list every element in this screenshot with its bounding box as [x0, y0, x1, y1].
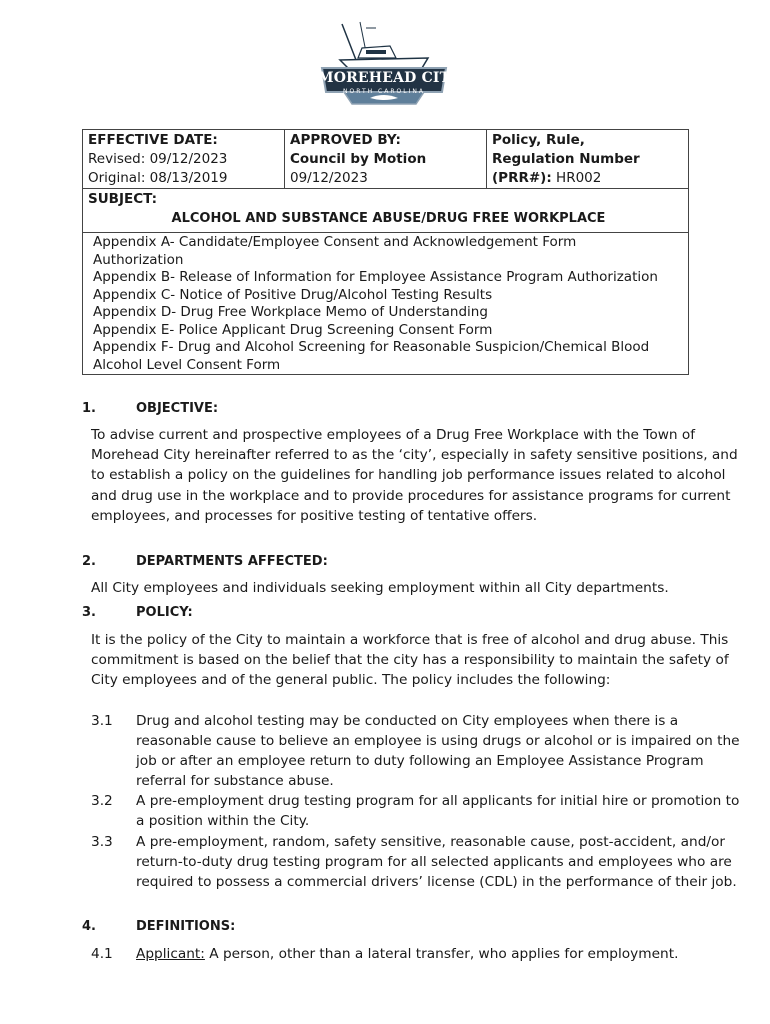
section-number: 2.	[82, 554, 96, 569]
item-line: return-to-duty drug testing program for all selected applicants and employees who are	[136, 854, 732, 870]
item-text	[136, 791, 739, 831]
policy-label-2: Regulation Number	[492, 151, 640, 167]
item-line: A pre-employment drug testing program for all applicants for initial hire or promotion to	[136, 793, 740, 809]
appendix-line: Appendix D- Drug Free Workplace Memo of Understanding	[93, 304, 488, 320]
original-date: Original: 08/13/2019	[88, 170, 228, 186]
paragraph-line: to establish a policy on the guidelines for handling job performance issues related to alcohol	[91, 467, 726, 484]
definition-text: A person, other than a lateral transfer, who applies for employment.	[204, 946, 679, 962]
policy-paragraph	[91, 630, 731, 691]
item-line: job or after an employee return to duty following an Employee Assistance Program	[136, 753, 704, 769]
item-number: 3.1	[91, 713, 113, 729]
section-heading	[82, 401, 218, 416]
item-number: 3.3	[91, 834, 113, 850]
item-line: A pre-employment, random, safety sensitive, reasonable cause, post-accident, and/or	[136, 834, 725, 850]
paragraph-line: and drug use in the workplace and to provide procedures for assistance programs for current	[91, 487, 731, 504]
paragraph-line: It is the policy of the City to maintain a workforce that is free of alcohol and drug abuse. This	[91, 632, 729, 648]
policy-number-cell	[487, 130, 688, 188]
effective-date-cell	[83, 130, 285, 188]
paragraph-line: All City employees and individuals seeking employment within all City departments.	[91, 580, 669, 596]
appendix-line: Appendix A- Candidate/Employee Consent and Acknowledgement Form	[93, 234, 577, 250]
approved-by-label: APPROVED BY:	[290, 132, 401, 148]
approved-by-value: Council by Motion	[290, 151, 427, 167]
policy-number: HR002	[556, 170, 602, 186]
item-line: required to possess a commercial drivers’ license (CDL) in the performance of their job.	[136, 874, 737, 890]
appendix-line: Appendix E- Police Applicant Drug Screening Consent Form	[93, 321, 493, 338]
approved-by-cell	[285, 130, 487, 188]
departments-paragraph	[91, 578, 731, 598]
logo-subtitle: NORTH CAROLINA	[343, 88, 425, 95]
policy-label-3: (PRR#):	[492, 170, 552, 186]
subject-label: SUBJECT:	[88, 191, 157, 207]
objective-paragraph	[91, 425, 738, 526]
paragraph-line: employees, and processes for positive testing of tentative offers.	[91, 507, 538, 524]
section-heading	[82, 554, 328, 569]
item-number: 3.2	[91, 793, 113, 809]
item-text	[136, 944, 678, 964]
morehead-city-logo	[318, 20, 461, 108]
paragraph-line: City employees and of the general public. The policy includes the following:	[91, 672, 611, 689]
section-title: OBJECTIVE:	[136, 401, 219, 416]
policy-header-table	[82, 129, 689, 375]
item-text	[136, 832, 737, 892]
appendix-line: Alcohol Level Consent Form	[93, 356, 281, 373]
section-heading	[82, 919, 235, 934]
item-number: 4.1	[91, 946, 113, 962]
appendix-line: Appendix F- Drug and Alcohol Screening for Reasonable Suspicion/Chemical Blood	[93, 339, 650, 355]
item-line: referral for substance abuse.	[136, 773, 334, 789]
section-title: POLICY:	[136, 605, 193, 620]
item-line: reasonable cause to believe an employee is using drugs or alcohol or is impaired on the	[136, 733, 740, 749]
item-line: Drug and alcohol testing may be conducted on City employees when there is a	[136, 713, 679, 729]
paragraph-line: commitment is based on the belief that the city has a responsibility to maintain the safety of	[91, 652, 729, 669]
section-number: 1.	[82, 401, 96, 416]
appendix-line: Authorization	[93, 251, 184, 268]
effective-date-label: EFFECTIVE DATE:	[88, 132, 218, 148]
policy-label-1: Policy, Rule,	[492, 132, 585, 148]
section-heading	[82, 605, 193, 620]
revised-date: Revised: 09/12/2023	[88, 151, 228, 167]
appendix-line: Appendix C- Notice of Positive Drug/Alcohol Testing Results	[93, 286, 493, 303]
appendix-list	[83, 232, 688, 374]
section-number: 4.	[82, 919, 96, 934]
section-title: DEFINITIONS:	[136, 919, 236, 934]
approved-date: 09/12/2023	[290, 170, 368, 186]
subject-title: ALCOHOL AND SUBSTANCE ABUSE/DRUG FREE WORKPLACE	[171, 211, 606, 226]
section-title: DEPARTMENTS AFFECTED:	[136, 554, 328, 569]
paragraph-line: Morehead City hereinafter referred to as the ‘city’, especially in safety sensitive positions, and	[91, 447, 738, 464]
subject-row	[83, 188, 688, 232]
paragraph-line: To advise current and prospective employees of a Drug Free Workplace with the Town of	[91, 427, 696, 443]
definition-term: Applicant:	[136, 946, 205, 962]
item-text	[136, 711, 740, 791]
item-line: a position within the City.	[136, 813, 310, 829]
appendix-line: Appendix B- Release of Information for Employee Assistance Program Authorization	[93, 269, 658, 285]
logo-title: MOREHEAD CITY	[318, 70, 461, 86]
section-number: 3.	[82, 605, 96, 620]
